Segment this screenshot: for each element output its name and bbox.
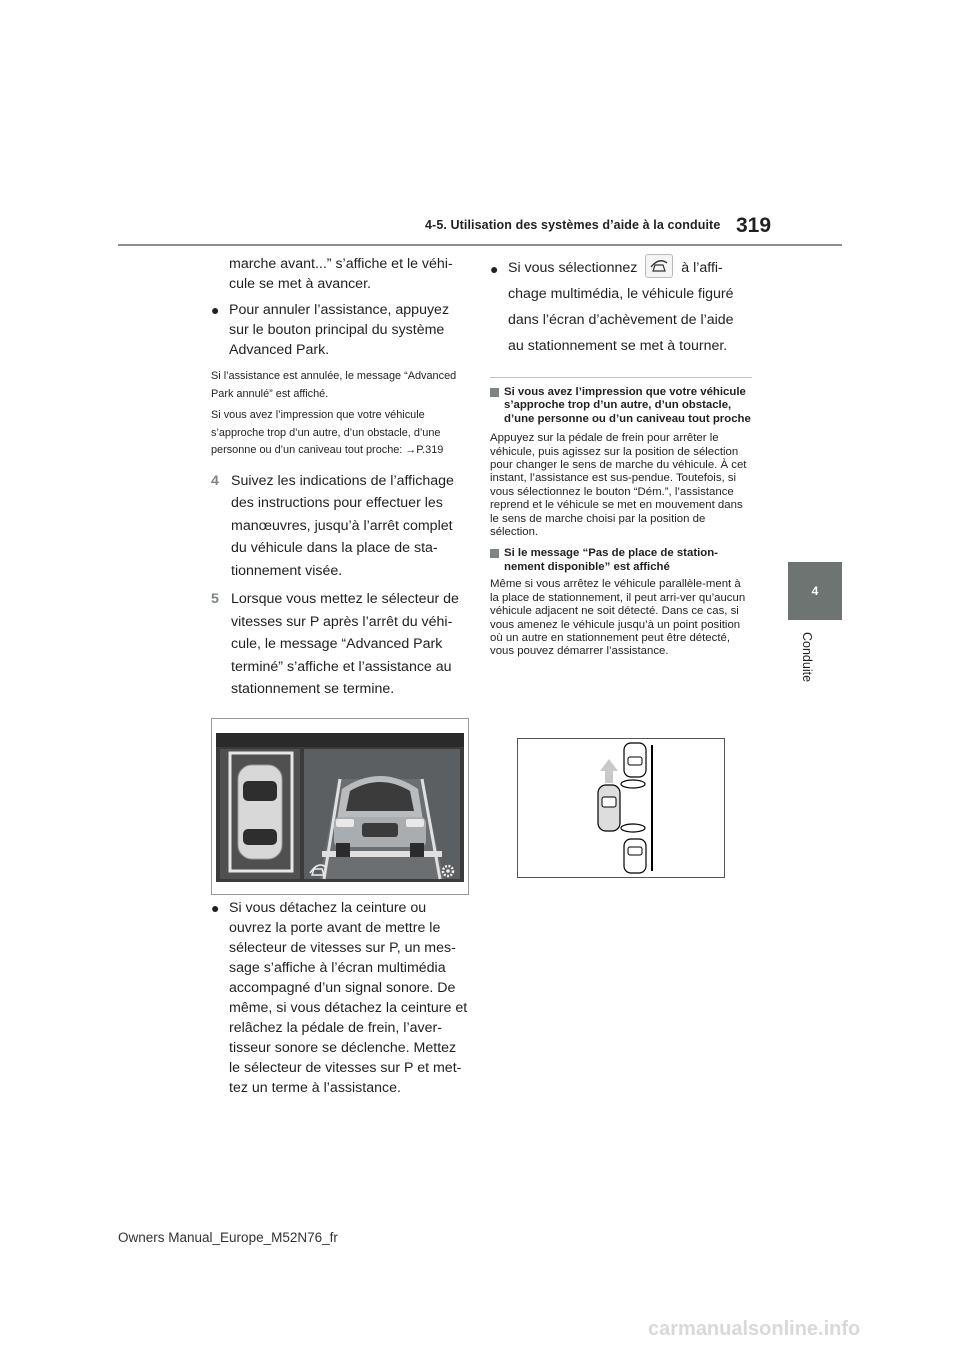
section-2-title [490, 547, 752, 574]
section-title: 4-5. Utilisation des systèmes d’aide à la conduite [425, 218, 721, 232]
bullet-dot-icon: ● [211, 900, 220, 916]
parking-complete-screen-figure [211, 718, 469, 895]
bullet-select-text-a: Si vous sélectionnez [508, 260, 638, 276]
front-view-car-icon [334, 776, 426, 857]
step-4 [211, 470, 469, 583]
manual-name: Owners Manual_Europe_M52N76_fr [118, 1230, 338, 1245]
step-5 [211, 588, 469, 701]
step-number: 5 [211, 591, 219, 607]
sensor-detection-zone [621, 824, 645, 832]
parallel-parking-illustration [518, 739, 724, 877]
own-car-icon [598, 785, 620, 831]
section-1-body: Appuyez sur la pédale de frein pour arrêter le véhicule, puis agissez sur la position de sélection pour changer le sens de marche du véhicule. À cet instant, l’assistance est sus-pendue. Toutefois, si vous sélectionnez le bouton “Dém.”, l’assistance reprend et le véhicule se met en mouvement dans le sens de marche choisi par la position de sélection. [490, 432, 747, 539]
parking-screen-illustration [212, 719, 468, 894]
note-approach: Si vous avez l’impression que votre véhicule s’approche trop d’un autre, d’un obstacle, d’une personne ou d’un caniveau tout proche: →P.319 [211, 409, 444, 456]
top-view-car-icon [238, 765, 282, 859]
header-divider [118, 244, 842, 246]
note-cancelled: Si l’assistance est annulée, le message “Advanced Park annulé” est affiché. [211, 370, 457, 400]
parked-car-top-icon [624, 743, 646, 777]
section-2-title-text: Si le message “Pas de place de station-nement disponible” est affiché [504, 547, 718, 573]
section-divider [490, 377, 752, 378]
bullet-seatbelt-text: Si vous détachez la ceinture ou ouvrez la porte avant de mettre le sélecteur de vitesses sur P, un mes-sage s’affiche à l’écran multimédia accompagné d’un signal sonore. De même, si vous détachez la ceinture et relâchez la pédale de frein, l’aver-tisseur sonore se déclenche. Mettez le sélecteur de vitesses sur P et met-tez un terme à l’assistance. [229, 900, 468, 1096]
bullet-cancel-text: Pour annuler l’assistance, appuyez sur le bouton principal du système Advanced Park. [229, 302, 450, 358]
section-marker-icon [490, 549, 499, 558]
step-text: Lorsque vous mettez le sélecteur de vitesses sur P après l’arrêt du véhi-cule, le message “Advanced Park terminé” s’affiche et l’assistance au stationnement se termine. [231, 591, 459, 697]
chapter-tab[interactable] [788, 562, 842, 620]
chapter-name: Conduite [800, 632, 814, 683]
bullet-select [490, 254, 752, 359]
page-number: 319 [736, 214, 772, 237]
bullet-seatbelt [211, 898, 469, 1098]
bullet-select-text-b: à l’affi-chage multimédia, le véhicule figuré dans l’écran d’achèvement de l’aide au stationnement se met à tourner. [508, 260, 734, 354]
section-2-body: Même si vous arrêtez le véhicule parallèle-ment à la place de stationnement, il peut arri-ver qu’aucun véhicule adjacent ne soit détecté. Dans ce cas, si vous amenez le véhicule jusqu’à un point position où un autre en stationnement peut être détecté, vous pouvez démarrer l’assistance. [490, 578, 746, 658]
section-1-title [490, 386, 752, 426]
step-text: Suivez les indications de l’affichage des instructions pour effectuer les manœuvres, jusqu’à l’arrêt complet du véhicule dans la place de sta-tionnement visée. [231, 472, 454, 579]
continued-text: marche avant...” s’affiche et le véhi-cule se met à avancer. [229, 256, 453, 292]
forward-arrow-icon [600, 759, 618, 783]
step-number: 4 [211, 472, 219, 489]
watermark: carmanualsonline.info [648, 1318, 861, 1340]
rotate-view-icon [645, 254, 673, 278]
bullet-cancel [211, 300, 469, 360]
bullet-dot-icon: ● [211, 302, 220, 318]
right-column [490, 254, 752, 659]
parallel-parking-diagram [517, 738, 725, 878]
chapter-number: 4 [811, 584, 819, 598]
bullet-dot-icon: ● [490, 261, 499, 277]
parked-car-bottom-icon [624, 839, 646, 873]
sensor-detection-zone [621, 780, 645, 788]
left-column [211, 254, 469, 701]
section-marker-icon [490, 388, 499, 397]
section-1-title-text: Si vous avez l’impression que votre véhicule s’approche trop d’un autre, d’un obstacle, d’une personne ou d’un caniveau tout proche [504, 386, 751, 425]
